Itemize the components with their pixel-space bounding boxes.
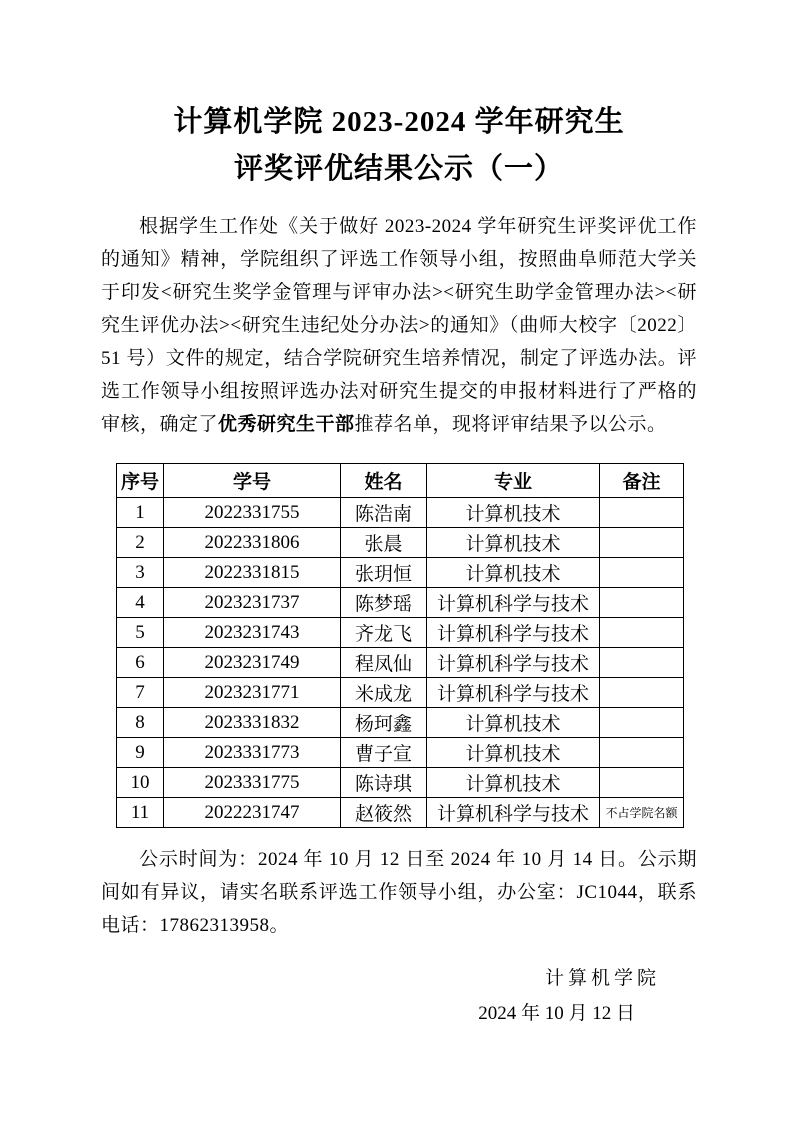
signature-date: 2024 年 10 月 12 日 — [478, 1003, 635, 1024]
table-row — [117, 768, 684, 798]
cell-major: 计算机科学与技术 — [427, 798, 600, 828]
cell-name: 杨珂鑫 — [341, 708, 427, 738]
table-row — [117, 678, 684, 708]
body-paragraph-tail-text: 推荐名单，现将评审结果予以公示。 — [354, 414, 667, 435]
table-row — [117, 528, 684, 558]
cell-name: 曹子宣 — [341, 738, 427, 768]
cell-major: 计算机技术 — [427, 498, 600, 528]
cell-student-id: 2022331815 — [164, 558, 341, 588]
cell-student-id: 2022331755 — [164, 498, 341, 528]
cell-student-id: 2023231743 — [164, 618, 341, 648]
table-row — [117, 618, 684, 648]
signature-org: 计算机学院 — [544, 968, 660, 989]
document-title-line2: 评奖评优结果公示（一） — [233, 153, 564, 185]
cell-index: 1 — [117, 498, 164, 528]
header-cell-note: 备注 — [600, 464, 684, 498]
body-paragraph-bold-text: 优秀研究生干部 — [218, 414, 355, 435]
table-row — [117, 498, 684, 528]
cell-index: 3 — [117, 558, 164, 588]
cell-name: 张晨 — [341, 528, 427, 558]
cell-index: 11 — [117, 798, 164, 828]
cell-note — [600, 498, 684, 528]
table-header-row — [117, 464, 684, 498]
cell-note — [600, 618, 684, 648]
body-paragraph-text: 根据学生工作处《关于做好 2023-2024 学年研究生评奖评优工作的通知》精神，学院组织了评选工作领导小组，按照曲阜师范大学关于印发<研究生奖学金管理与评审办法><研究生助学金管理办法><研究生评优办法><研究生违纪处分办法>的通知》（曲师大校字〔2022〕51 号）文件的规定，结合学院研究生培养情况，制定了评选办法。评选工作领导小组按照评选办法对研究生提交的申报材料进行了严格的审核，确定了 — [101, 216, 697, 435]
header-cell-major: 专业 — [427, 464, 600, 498]
cell-major: 计算机科学与技术 — [427, 588, 600, 618]
cell-index: 8 — [117, 708, 164, 738]
cell-major: 计算机技术 — [427, 708, 600, 738]
cell-name: 陈梦瑶 — [341, 588, 427, 618]
cell-student-id: 2022331806 — [164, 528, 341, 558]
cell-note — [600, 678, 684, 708]
table-row — [117, 558, 684, 588]
cell-name: 米成龙 — [341, 678, 427, 708]
results-table — [116, 463, 684, 828]
table-row — [117, 798, 684, 828]
table-row — [117, 738, 684, 768]
cell-student-id: 2023231737 — [164, 588, 341, 618]
cell-name: 程凤仙 — [341, 648, 427, 678]
body-paragraph — [101, 210, 697, 441]
header-cell-index: 序号 — [117, 464, 164, 498]
results-table-body — [117, 498, 684, 828]
cell-note: 不占学院名额 — [600, 798, 684, 828]
cell-index: 9 — [117, 738, 164, 768]
cell-major: 计算机技术 — [427, 558, 600, 588]
cell-name: 齐龙飞 — [341, 618, 427, 648]
signature-block — [101, 961, 697, 1031]
cell-index: 7 — [117, 678, 164, 708]
cell-student-id: 2023331832 — [164, 708, 341, 738]
cell-index: 2 — [117, 528, 164, 558]
cell-index: 6 — [117, 648, 164, 678]
cell-index: 10 — [117, 768, 164, 798]
cell-student-id: 2022231747 — [164, 798, 341, 828]
cell-note — [600, 768, 684, 798]
cell-major: 计算机技术 — [427, 528, 600, 558]
header-cell-student-id: 学号 — [164, 464, 341, 498]
cell-note — [600, 528, 684, 558]
document-title — [101, 99, 697, 193]
cell-major: 计算机技术 — [427, 738, 600, 768]
cell-major: 计算机科学与技术 — [427, 678, 600, 708]
table-row — [117, 648, 684, 678]
cell-name: 张玥恒 — [341, 558, 427, 588]
cell-name: 赵筱然 — [341, 798, 427, 828]
cell-note — [600, 708, 684, 738]
closing-paragraph: 公示时间为：2024 年 10 月 12 日至 2024 年 10 月 14 日。公示期间如有异议，请实名联系评选工作领导小组，办公室：JC1044，联系电话：17862313958。 — [101, 849, 697, 936]
cell-student-id: 2023231771 — [164, 678, 341, 708]
cell-major: 计算机技术 — [427, 768, 600, 798]
cell-note — [600, 738, 684, 768]
cell-student-id: 2023331775 — [164, 768, 341, 798]
cell-note — [600, 588, 684, 618]
cell-note — [600, 558, 684, 588]
document-title-line1: 计算机学院 2023-2024 学年研究生 — [173, 106, 625, 138]
cell-student-id: 2023231749 — [164, 648, 341, 678]
header-cell-name: 姓名 — [341, 464, 427, 498]
table-row — [117, 708, 684, 738]
cell-name: 陈诗琪 — [341, 768, 427, 798]
cell-student-id: 2023331773 — [164, 738, 341, 768]
cell-index: 4 — [117, 588, 164, 618]
cell-index: 5 — [117, 618, 164, 648]
cell-note — [600, 648, 684, 678]
table-row — [117, 588, 684, 618]
cell-major: 计算机科学与技术 — [427, 648, 600, 678]
cell-major: 计算机科学与技术 — [427, 618, 600, 648]
cell-name: 陈浩南 — [341, 498, 427, 528]
